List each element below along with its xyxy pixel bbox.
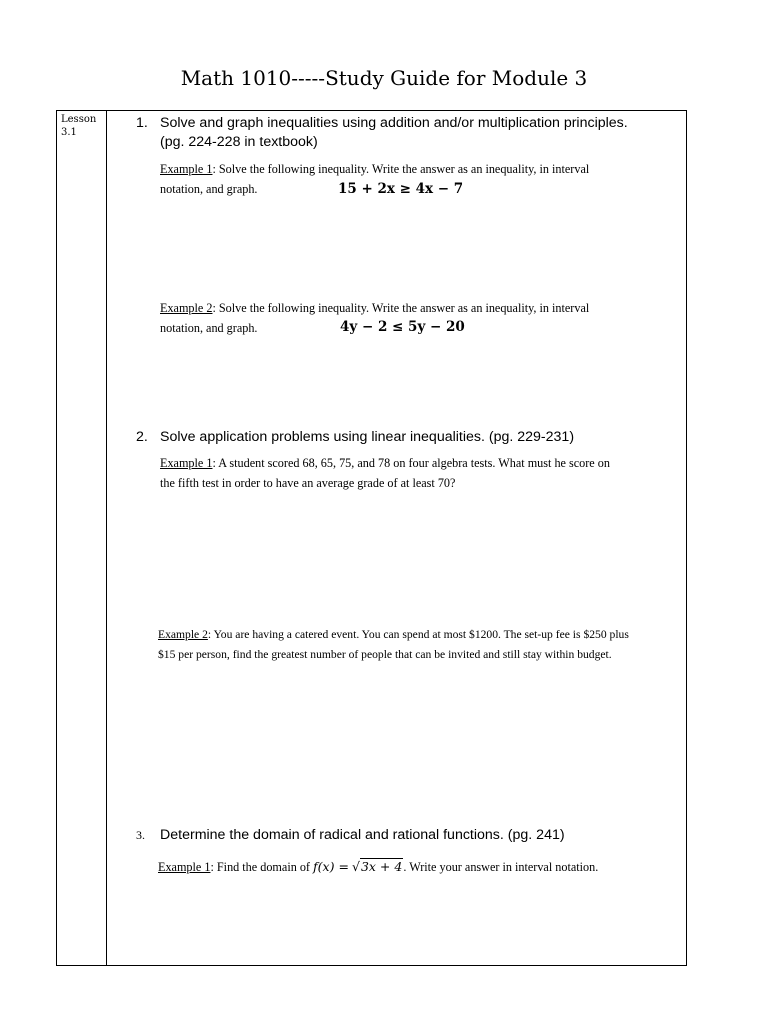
lesson-label	[61, 113, 105, 139]
example-text-line2: notation, and graph.	[160, 321, 258, 335]
example-text-line1: : A student scored 68, 65, 75, and 78 on four algebra tests. What must he score on	[212, 456, 610, 470]
example-label: Example 1	[158, 860, 211, 874]
example-text-line1: : You are having a catered event. You can spend at most $1200. The set-up fee is $250 plus	[207, 628, 629, 641]
example-text-line2: notation, and graph.	[160, 182, 258, 196]
example-label: Example 1	[160, 162, 213, 176]
example-text-after: . Write your answer in interval notation.	[403, 860, 599, 874]
inequality-expression: 4y − 2 ≤ 5y − 20	[340, 319, 465, 335]
example-text-line2: the fifth test in order to have an average grade of at least 70?	[160, 476, 456, 490]
objective-text-line1: Solve application problems using linear inequalities. (pg. 229-231)	[160, 429, 575, 445]
function-expression: f(x) =	[313, 859, 349, 874]
column-divider	[106, 110, 107, 966]
objective-2-example-2	[158, 625, 629, 665]
objective-3-example-1	[158, 857, 598, 877]
objective-2-example-1	[160, 453, 610, 493]
inequality-expression: 15 + 2x ≥ 4x − 7	[338, 181, 464, 197]
objective-text-line1: Determine the domain of radical and rational functions. (pg. 241)	[160, 827, 565, 843]
objective-text-line1: Solve and graph inequalities using addition and/or multiplication principles.	[160, 115, 628, 131]
document-title: Math 1010-----Study Guide for Module 3	[180, 66, 588, 90]
radical-icon: √	[351, 859, 360, 874]
example-text: : Find the domain of	[210, 860, 310, 874]
square-root-expression	[352, 858, 403, 874]
example-label: Example 2	[158, 628, 208, 641]
objective-number: 1.	[136, 115, 148, 131]
example-label: Example 1	[160, 456, 213, 470]
radicand: 3x + 4	[360, 859, 403, 874]
lesson-label-line1: Lesson	[61, 114, 97, 125]
objective-text-line2: (pg. 224-228 in textbook)	[160, 134, 318, 150]
example-text-line2: $15 per person, find the greatest number of people that can be invited and still stay within budget.	[158, 648, 612, 661]
example-label: Example 2	[160, 301, 213, 315]
example-text-line1: : Solve the following inequality. Write the answer as an inequality, in interval	[212, 162, 590, 176]
objective-number: 2.	[136, 429, 148, 445]
example-text-line1: : Solve the following inequality. Write the answer as an inequality, in interval	[212, 301, 590, 315]
lesson-label-line2: 3.1	[61, 127, 77, 138]
objective-number: 3.	[136, 828, 145, 842]
